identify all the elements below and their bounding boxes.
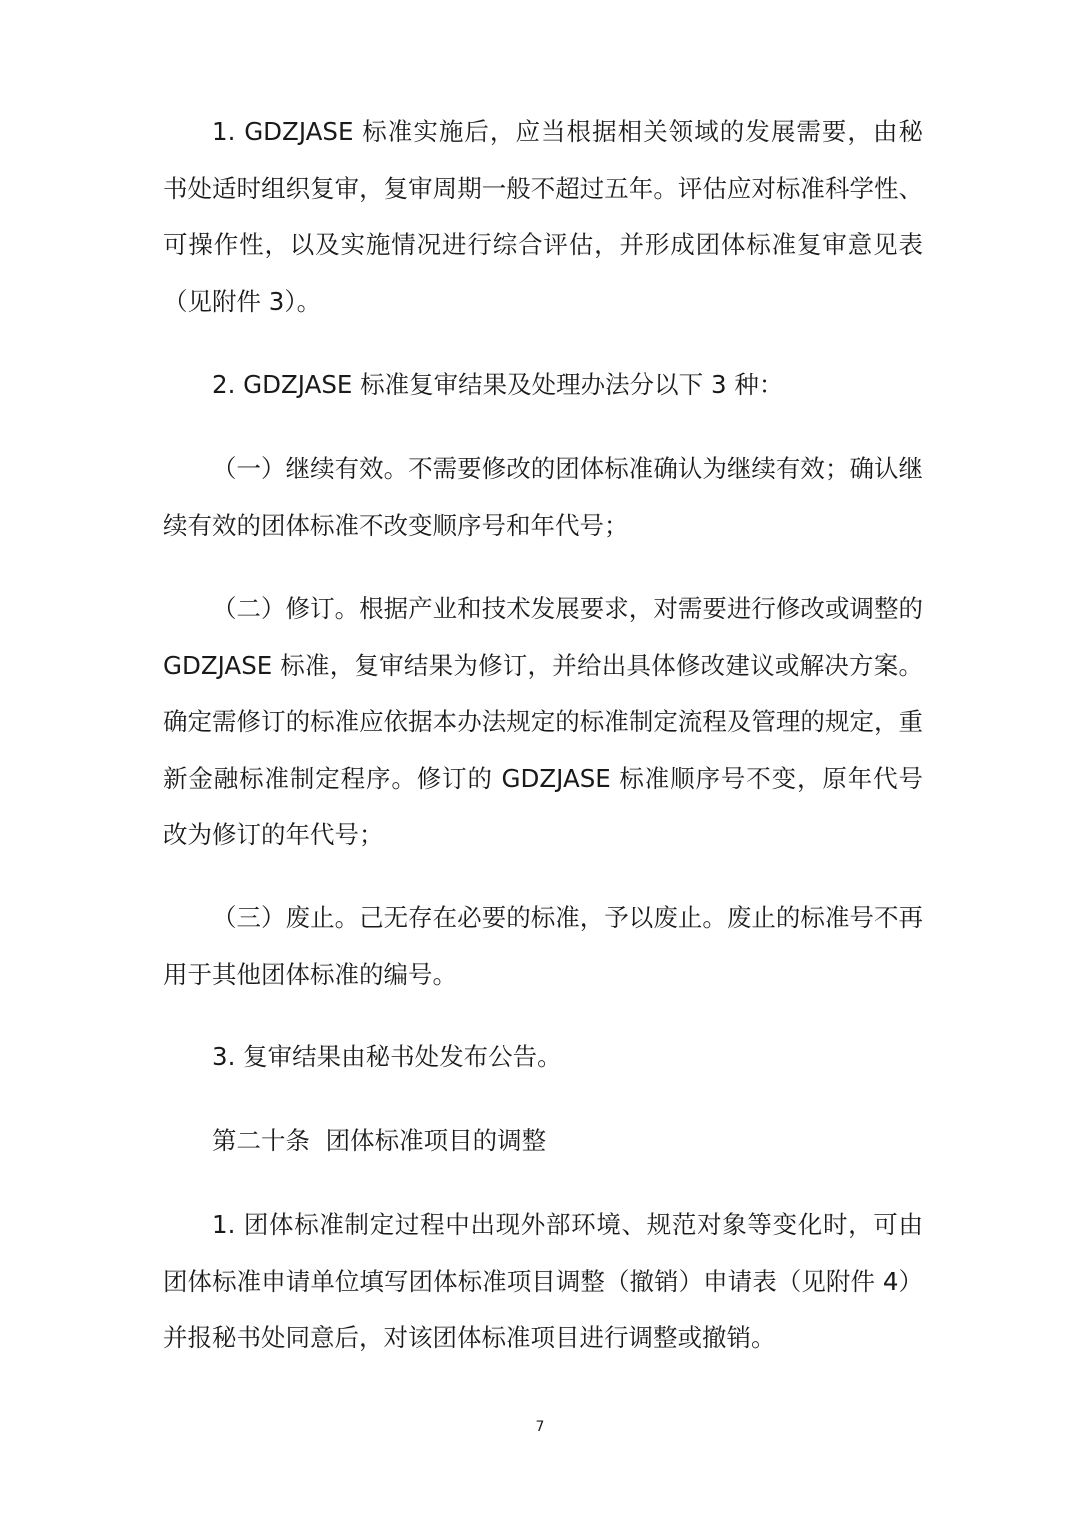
page-number: 7	[535, 1419, 545, 1435]
article-heading: 第二十条 团体标准项目的调整	[212, 1126, 547, 1155]
paragraph-project-adjustment: 1. 团体标准制定过程中出现外部环境、规范对象等变化时，可由团体标准申请单位填写团体标准项目调整（撤销）申请表（见附件 4）并报秘书处同意后，对该团体标准项目进行调整或撤销。	[163, 1210, 923, 1352]
paragraph-revision: （二）修订。根据产业和技术发展要求，对需要进行修改或调整的 GDZJASE 标准，复审结果为修订，并给出具体修改建议或解决方案。确定需修订的标准应依据本办法规定的标准制定流程及管理的规定，重新金融标准制定程序。修订的 GDZJASE 标准顺序号不变，原年代号改为修订的年代号；	[163, 594, 923, 849]
paragraph-review-results-intro: 2. GDZJASE 标准复审结果及处理办法分以下 3 种：	[212, 370, 784, 399]
paragraph-review-period: 1. GDZJASE 标准实施后，应当根据相关领域的发展需要，由秘书处适时组织复审，复审周期一般不超过五年。评估应对标准科学性、可操作性，以及实施情况进行综合评估，并形成团体标准复审意见表（见附件 3）。	[163, 117, 923, 316]
paragraph-announcement: 3. 复审结果由秘书处发布公告。	[212, 1042, 562, 1071]
paragraph-continue-valid: （一）继续有效。不需要修改的团体标准确认为继续有效；确认继续有效的团体标准不改变顺序号和年代号；	[163, 454, 923, 540]
paragraph-abolish: （三）废止。己无存在必要的标准，予以废止。废止的标准号不再用于其他团体标准的编号。	[163, 903, 923, 989]
